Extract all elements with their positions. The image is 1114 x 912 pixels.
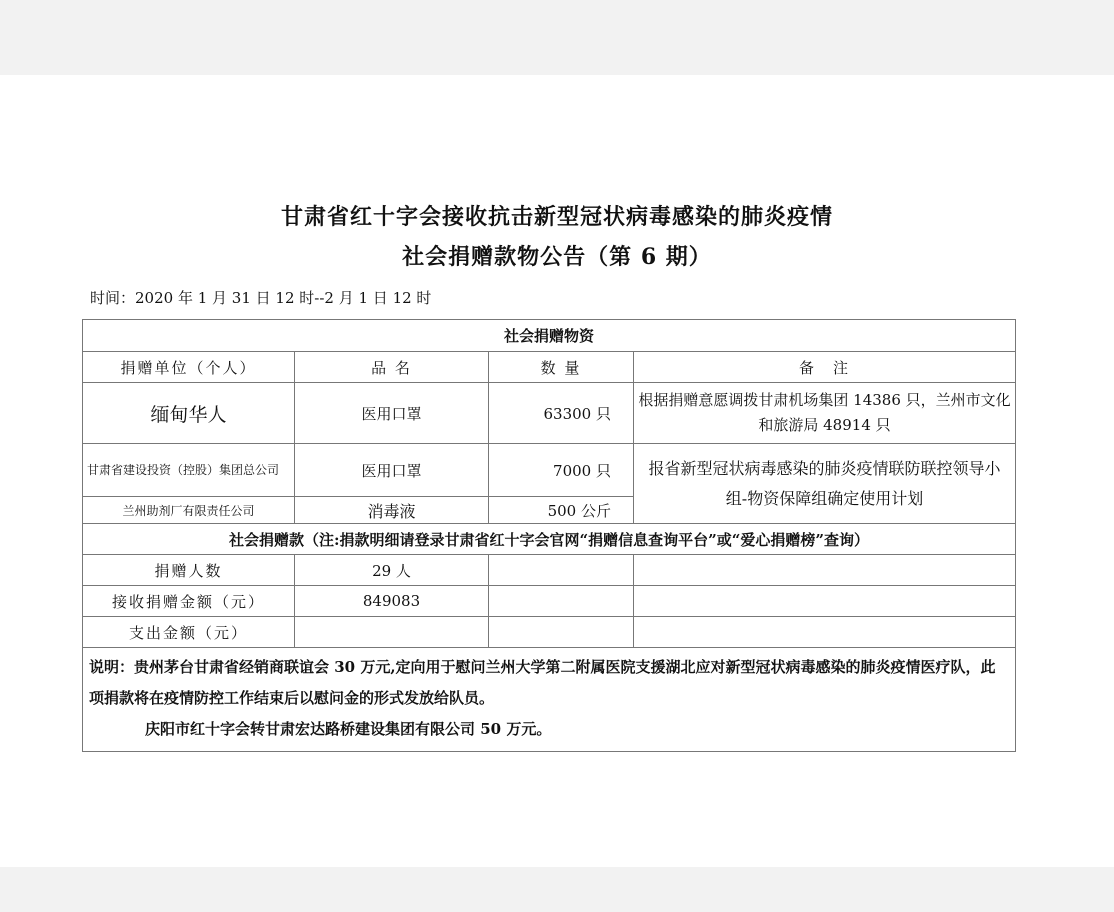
money-section-title: 社会捐赠款（注:捐款明细请登录甘肃省红十字会官网“捐赠信息查询平台”或“爱心捐赠榜”查询） [83, 524, 1016, 555]
header-quantity: 数 量 [489, 352, 634, 383]
quantity-cell: 63300 只 [489, 383, 634, 444]
table-row [83, 555, 1016, 586]
empty-cell [634, 586, 1016, 617]
table-header-row [83, 352, 1016, 383]
table-row [83, 444, 1016, 497]
remarks-cell [83, 648, 1016, 752]
empty-cell [634, 555, 1016, 586]
empty-cell [489, 586, 634, 617]
donation-table [82, 319, 1016, 752]
empty-cell [634, 617, 1016, 648]
money-label-cell: 支出金额（元） [83, 617, 295, 648]
remarks-line1: 说明：贵州茅台甘肃省经销商联谊会 30 万元,定向用于慰问兰州大学第二附属医院支援湖北应对新型冠状病毒感染的肺炎疫情医疗队，此项捐款将在疫情防控工作结束后以慰问金的形式发放给队员。 [89, 658, 996, 707]
donor-cell: 甘肃省建设投资（控股）集团总公司 [83, 444, 295, 497]
quantity-cell: 7000 只 [489, 444, 634, 497]
money-label-cell: 接收捐赠金额（元） [83, 586, 295, 617]
money-section-row [83, 524, 1016, 555]
table-row [83, 383, 1016, 444]
money-value-cell: 849083 [295, 586, 489, 617]
table-row [83, 586, 1016, 617]
document-title-line2: 社会捐赠款物公告（第 6 期） [402, 244, 712, 270]
shared-note-cell: 报省新型冠状病毒感染的肺炎疫情联防联控领导小组-物资保障组确定使用计划 [634, 444, 1016, 524]
empty-cell [489, 555, 634, 586]
document-page [0, 75, 1114, 867]
time-range: 时间：2020 年 1 月 31 日 12 时--2 月 1 日 12 时 [90, 289, 432, 307]
money-label-cell: 捐赠人数 [83, 555, 295, 586]
empty-cell [489, 617, 634, 648]
note-cell: 根据捐赠意愿调拨甘肃机场集团 14386 只，兰州市文化和旅游局 48914 只 [634, 383, 1016, 444]
header-donor: 捐赠单位（个人） [83, 352, 295, 383]
money-value-cell: 29 人 [295, 555, 489, 586]
header-note: 备 注 [634, 352, 1016, 383]
document-title-line1: 甘肃省红十字会接收抗击新型冠状病毒感染的肺炎疫情 [280, 204, 833, 230]
donor-cell: 兰州助剂厂有限责任公司 [83, 497, 295, 524]
item-cell: 医用口罩 [295, 383, 489, 444]
materials-section-row [83, 320, 1016, 352]
donor-cell: 缅甸华人 [83, 383, 295, 444]
remarks-line2: 庆阳市红十字会转甘肃宏达路桥建设集团有限公司 50 万元。 [145, 720, 552, 738]
materials-section-title: 社会捐赠物资 [83, 320, 1016, 352]
item-cell: 消毒液 [295, 497, 489, 524]
money-value-cell [295, 617, 489, 648]
quantity-cell: 500 公斤 [489, 497, 634, 524]
table-row [83, 617, 1016, 648]
item-cell: 医用口罩 [295, 444, 489, 497]
remarks-row [83, 648, 1016, 752]
header-item: 品 名 [295, 352, 489, 383]
